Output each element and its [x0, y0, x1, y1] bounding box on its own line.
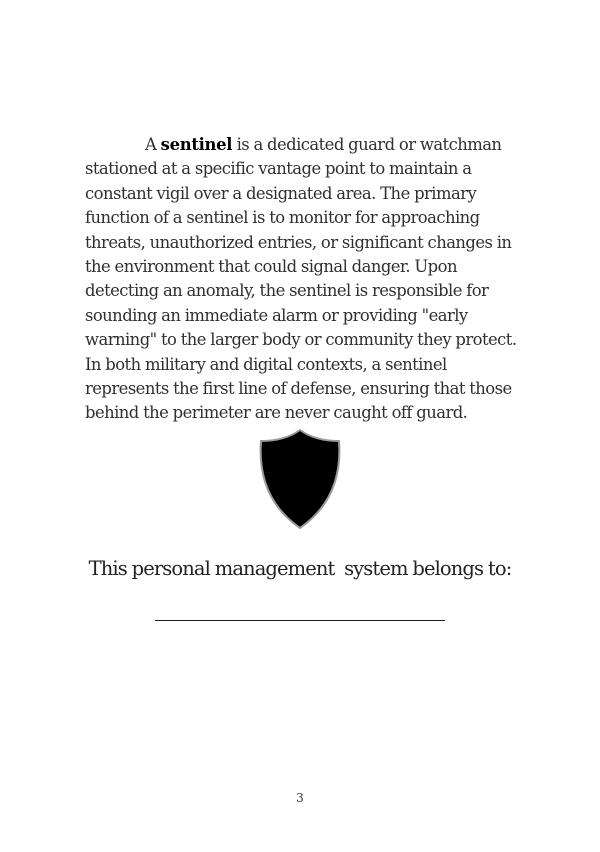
definition-lead: A: [145, 135, 161, 154]
sentinel-definition-paragraph: [85, 133, 525, 426]
definition-term: sentinel: [160, 135, 233, 154]
definition-body: is a dedicated guard or watchman stationed at a specific vantage point to maintain a constant vigil over a designated area. The primary function of a sentinel is to monitor for approaching threats, unauthorized entries, or significant changes in the environment that could signal danger. Upon detecting an anomaly, the sentinel is responsible for sounding an immediate alarm or providing "early warning" to the larger body or community they protect. In both military and digital contexts, a sentinel represents the first line of defense, ensuring that those behind the perimeter are never caught off guard.: [85, 135, 517, 423]
shield-icon: [258, 428, 342, 530]
ownership-statement: This personal management system belongs to:: [88, 557, 512, 580]
shield-shape: [261, 430, 340, 528]
owner-name-blank-line: [155, 620, 445, 621]
page-number: 3: [296, 791, 304, 805]
